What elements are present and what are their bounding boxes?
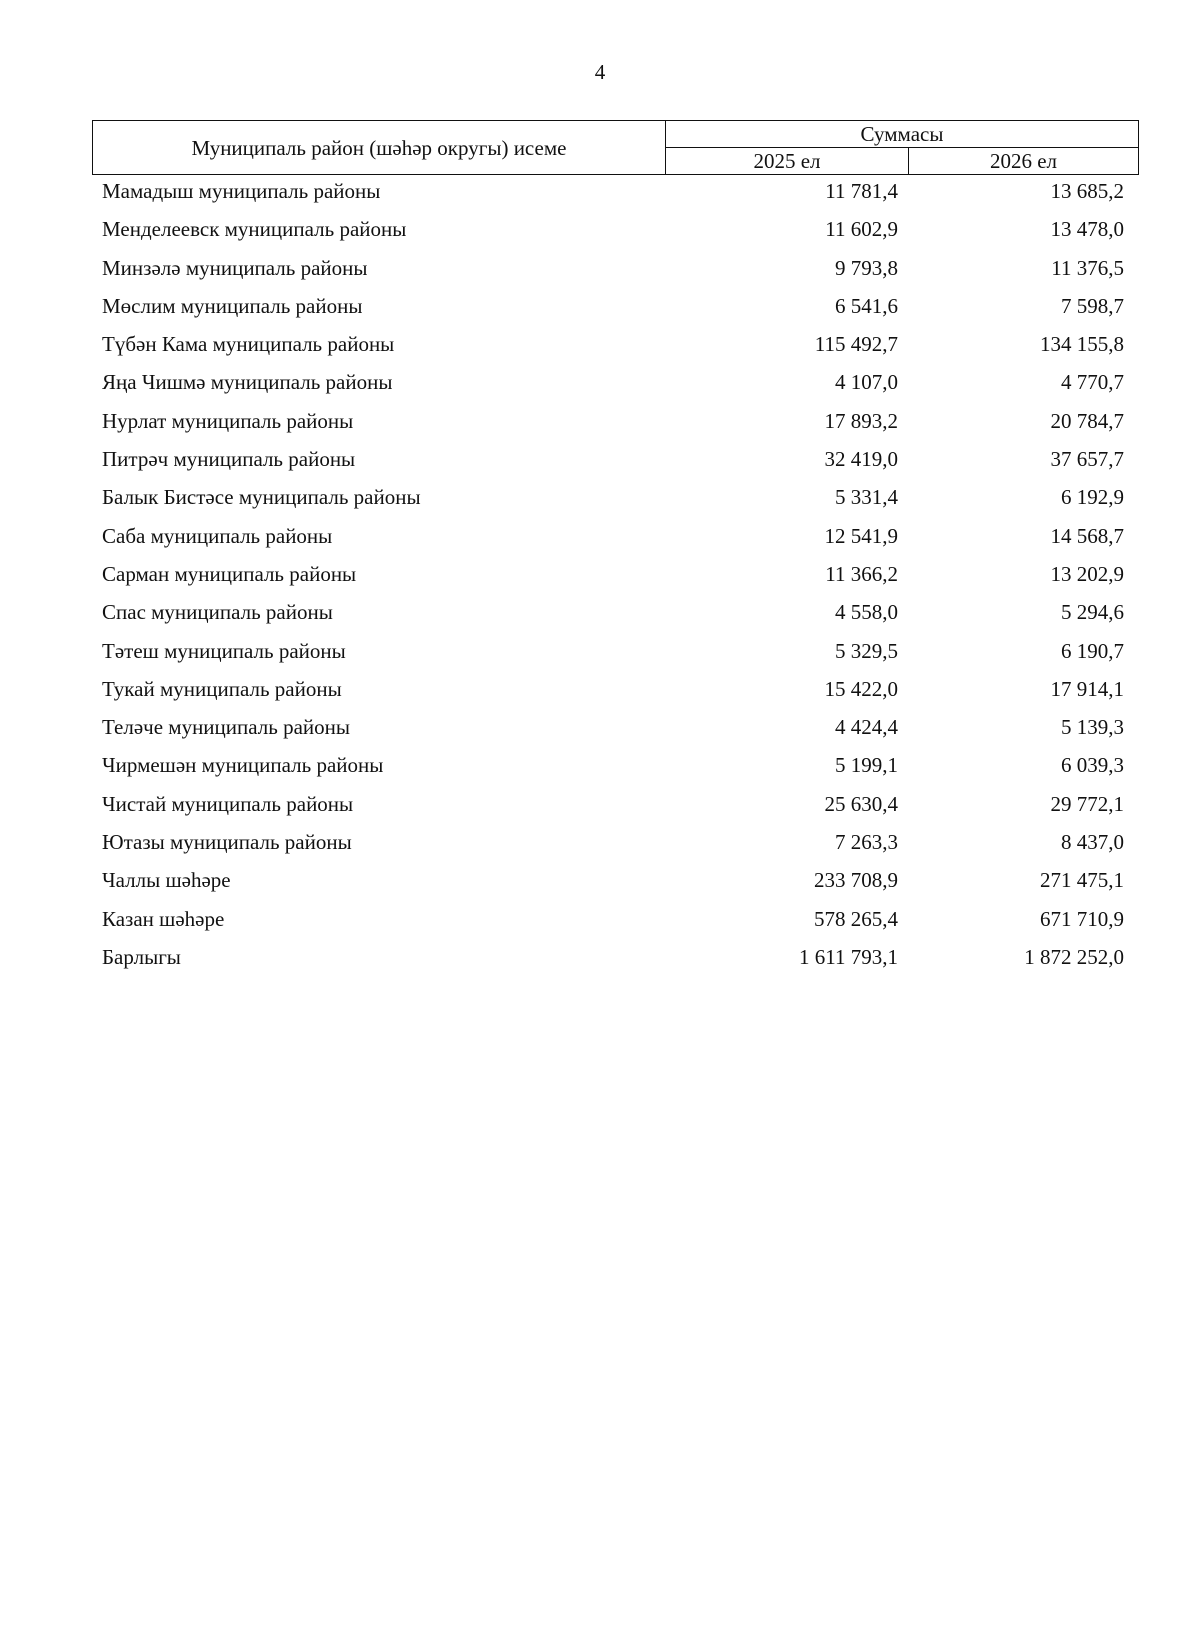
amount-2026: 13 478,0	[1050, 217, 1124, 242]
amount-2026: 271 475,1	[1040, 868, 1124, 893]
amount-2025: 4 424,4	[835, 715, 898, 740]
district-name: Теләче муниципаль районы	[102, 715, 350, 740]
amount-2025: 5 199,1	[835, 753, 898, 778]
district-name: Яңа Чишмә муниципаль районы	[102, 370, 393, 395]
amount-2026: 5 139,3	[1061, 715, 1124, 740]
district-name: Тәтеш муниципаль районы	[102, 638, 346, 663]
district-name: Ютазы муниципаль районы	[102, 830, 352, 855]
district-name: Чистай муниципаль районы	[102, 791, 354, 816]
amount-2025: 25 630,4	[824, 791, 898, 816]
amount-2025: 5 331,4	[835, 485, 898, 510]
amount-2026: 6 192,9	[1061, 485, 1124, 510]
district-name: Спас муниципаль районы	[102, 600, 333, 625]
amount-2025: 115 492,7	[814, 332, 898, 357]
table-header	[92, 120, 1139, 175]
amount-2025: 7 263,3	[835, 830, 898, 855]
amount-2025: 17 893,2	[824, 408, 898, 433]
table-row	[0, 865, 1200, 903]
district-name: Тукай муниципаль районы	[102, 676, 342, 701]
table-row	[0, 789, 1200, 827]
amount-2026: 17 914,1	[1050, 676, 1124, 701]
header-amounts: Суммасы	[666, 121, 1139, 148]
table-row	[0, 406, 1200, 444]
table-row	[0, 712, 1200, 750]
table-row	[0, 253, 1200, 291]
table-row	[0, 521, 1200, 559]
table-row	[0, 674, 1200, 712]
page-number: 4	[594, 60, 606, 84]
district-name: Балык Бистәсе муниципаль районы	[102, 485, 421, 510]
amount-2026: 7 598,7	[1061, 293, 1124, 318]
table-row	[0, 636, 1200, 674]
district-name: Минзәлә муниципаль районы	[102, 255, 368, 280]
amount-2025: 12 541,9	[824, 523, 898, 548]
district-name: Сарман муниципаль районы	[102, 561, 357, 586]
table-row	[0, 176, 1200, 214]
district-name: Мөслим муниципаль районы	[102, 293, 363, 318]
total-2025: 1 611 793,1	[799, 944, 898, 969]
amount-2026: 6 190,7	[1061, 638, 1124, 663]
total-label: Барлыгы	[102, 944, 181, 969]
amount-2026: 5 294,6	[1061, 600, 1124, 625]
amount-2025: 32 419,0	[824, 447, 898, 472]
amount-2026: 134 155,8	[1040, 332, 1124, 357]
amount-2026: 37 657,7	[1050, 447, 1124, 472]
district-name: Нурлат муниципаль районы	[102, 408, 354, 433]
table-row	[0, 827, 1200, 865]
amount-2026: 20 784,7	[1050, 408, 1124, 433]
table-body	[0, 176, 1200, 980]
amount-2025: 6 541,6	[835, 293, 898, 318]
table-row	[0, 559, 1200, 597]
district-name: Питрәч муниципаль районы	[102, 447, 356, 472]
header-district-name: Муниципаль район (шәһәр округы) исеме	[93, 121, 666, 175]
amount-2025: 15 422,0	[824, 676, 898, 701]
amount-2025: 4 558,0	[835, 600, 898, 625]
amount-2026: 4 770,7	[1061, 370, 1124, 395]
district-name: Түбән Кама муниципаль районы	[102, 332, 395, 357]
amount-2026: 8 437,0	[1061, 830, 1124, 855]
table-row	[0, 750, 1200, 788]
amount-2025: 11 602,9	[825, 217, 898, 242]
amount-2025: 9 793,8	[835, 255, 898, 280]
amount-2026: 671 710,9	[1040, 906, 1124, 931]
table-row	[0, 291, 1200, 329]
table-row	[0, 367, 1200, 405]
amount-2026: 29 772,1	[1050, 791, 1124, 816]
amount-2026: 13 685,2	[1050, 179, 1124, 203]
header-year-2026: 2026 ел	[909, 148, 1139, 175]
district-name: Саба муниципаль районы	[102, 523, 333, 548]
amount-2025: 233 708,9	[814, 868, 898, 893]
table-row	[0, 214, 1200, 252]
district-name: Казан шәһәре	[102, 906, 225, 931]
amount-2026: 11 376,5	[1051, 255, 1124, 280]
district-name: Чирмешән муниципаль районы	[102, 753, 384, 778]
total-2026: 1 872 252,0	[1024, 944, 1124, 969]
table-row	[0, 904, 1200, 942]
district-name: Мамадыш муниципаль районы	[102, 179, 381, 203]
amount-2026: 6 039,3	[1061, 753, 1124, 778]
district-name: Менделеевск муниципаль районы	[102, 217, 407, 242]
amount-2025: 4 107,0	[835, 370, 898, 395]
table-row	[0, 444, 1200, 482]
table-row	[0, 482, 1200, 520]
table-row	[0, 597, 1200, 635]
amount-2025: 11 366,2	[825, 561, 898, 586]
amount-2025: 5 329,5	[835, 638, 898, 663]
table-row	[0, 329, 1200, 367]
amount-2025: 578 265,4	[814, 906, 898, 931]
district-name: Чаллы шәһәре	[102, 868, 231, 893]
amount-2025: 11 781,4	[825, 179, 898, 203]
amount-2026: 14 568,7	[1050, 523, 1124, 548]
header-year-2025: 2025 ел	[666, 148, 909, 175]
table-row-total	[0, 942, 1200, 980]
amount-2026: 13 202,9	[1050, 561, 1124, 586]
